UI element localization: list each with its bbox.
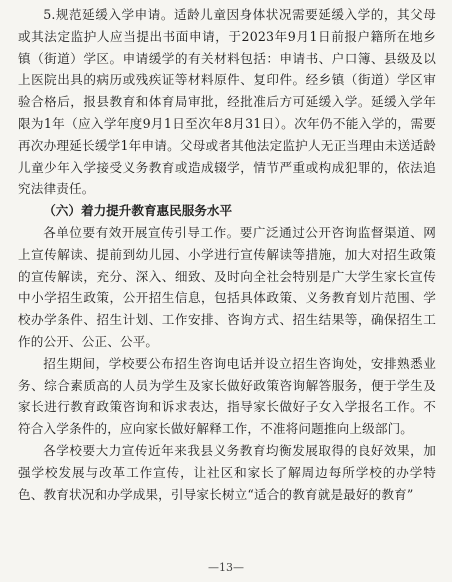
section-heading-service-level: （六）着力提升教育惠民服务水平	[43, 203, 233, 219]
paragraph-enrollment-consultation: 招生期间，学校要公布招生咨询电话并设立招生咨询处，安排熟悉业务、综合素质高的人员为学生及家长做好政策咨询解答服务，便于学生及家长进行教育政策咨询和诉求表达，指导家长做好子女入学报名工作。不符合入学条件的，应向家长做好解释工作，不准将问题推向上级部门。	[18, 355, 436, 437]
paragraph-deferred-enrollment: 5.规范延缓入学申请。适龄儿童因身体状况需要延缓入学的，其父母或其法定监护人应当提出书面申请，于2023年9月1日前报户籍所在地乡镇（街道）学区。申请缓学的有关材料包括：申请书、户口簿、县级及以上医院出具的病历或残疾证等材料原件、复印件。经乡镇（街道）学区审验合格后，报县教育和体育局审批，经批准后方可延缓入学。延缓入学年限为1年（应入学年度9月1日至次年8月31日）。次年仍不能入学的，需要再次办理延长缓学1年申请。父母或者其他法定监护人无正当理由未送适龄儿童少年入学接受义务教育或造成辍学，情节严重或构成犯罪的，依法追究法律责任。	[18, 7, 436, 197]
paragraph-school-promotion: 各学校要大力宣传近年来我县义务教育均衡发展取得的良好效果，加强学校发展与改革工作宣传，让社区和家长了解周边每所学校的办学特色、教育状况和办学成果，引导家长树立“适合的教育就是最好的教育”	[18, 442, 436, 502]
page-number: —13—	[208, 561, 244, 574]
paragraph-publicity-guidance: 各单位要有效开展宣传引导工作。要广泛通过公开咨询监督渠道、网上宣传解读、提前到幼儿园、小学进行宣传解读等措施，加大对招生政策的宣传解读，充分、深入、细致、及时向全社会特别是广大学生家长宣传中小学招生政策，公开招生信息，包括具体政策、义务教育划片范围、学校办学条件、招生计划、工作安排、咨询方式、招生结果等，确保招生工作的公开、公正、公平。	[18, 224, 436, 349]
